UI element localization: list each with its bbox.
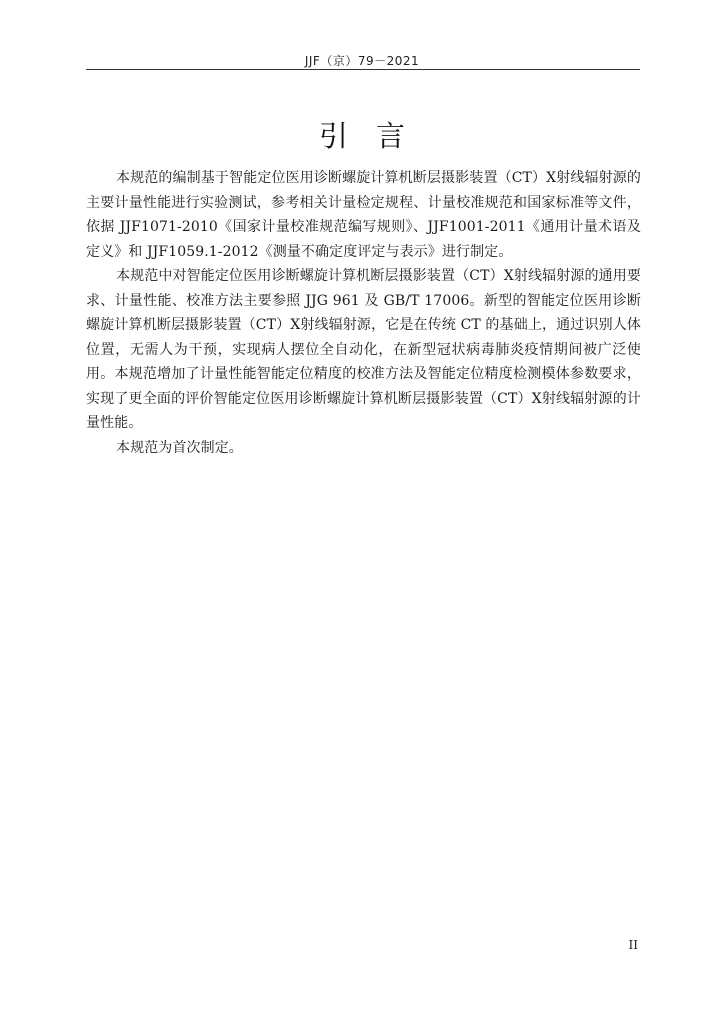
paragraph-first-edition: 本规范为首次制定。 xyxy=(116,439,243,456)
page-number: II xyxy=(628,938,638,952)
paragraph-basis: 本规范的编制基于智能定位医用诊断螺旋计算机断层摄影装置（CT）X射线辐射源的主要计量性能进行实验测试，参考相关计量检定规程、计量校准规范和国家标准等文件，依据 JJF1071-2010《国家计量校准规范编写规则》、JJF1001-2011《通用计量术语及定义》和 JJF1059.1-2012《测量不确定度评定与表示》进行制定。 xyxy=(86,170,641,260)
header-divider xyxy=(86,69,640,70)
page-title: 引言 xyxy=(318,119,433,153)
document-code-header: JJF（京）79－2021 xyxy=(304,54,420,68)
paragraph-content: 本规范中对智能定位医用诊断螺旋计算机断层摄影装置（CT）X射线辐射源的通用要求、计量性能、校准方法主要参照 JJG 961 及 GB/T 17006。新型的智能定位医用诊断螺旋计算机断层摄影装置（CT）X射线辐射源，它是在传统 CT 的基础上，通过识别人体位置，无需人为干预，实现病人摆位全自动化，在新型冠状病毒肺炎疫情期间被广泛使用。本规范增加了计量性能智能定位精度的校准方法及智能定位精度检测模体参数要求，实现了更全面的评价智能定位医用诊断螺旋计算机断层摄影装置（CT）X射线辐射源的计量性能。 xyxy=(86,268,641,431)
body-text xyxy=(86,166,641,460)
